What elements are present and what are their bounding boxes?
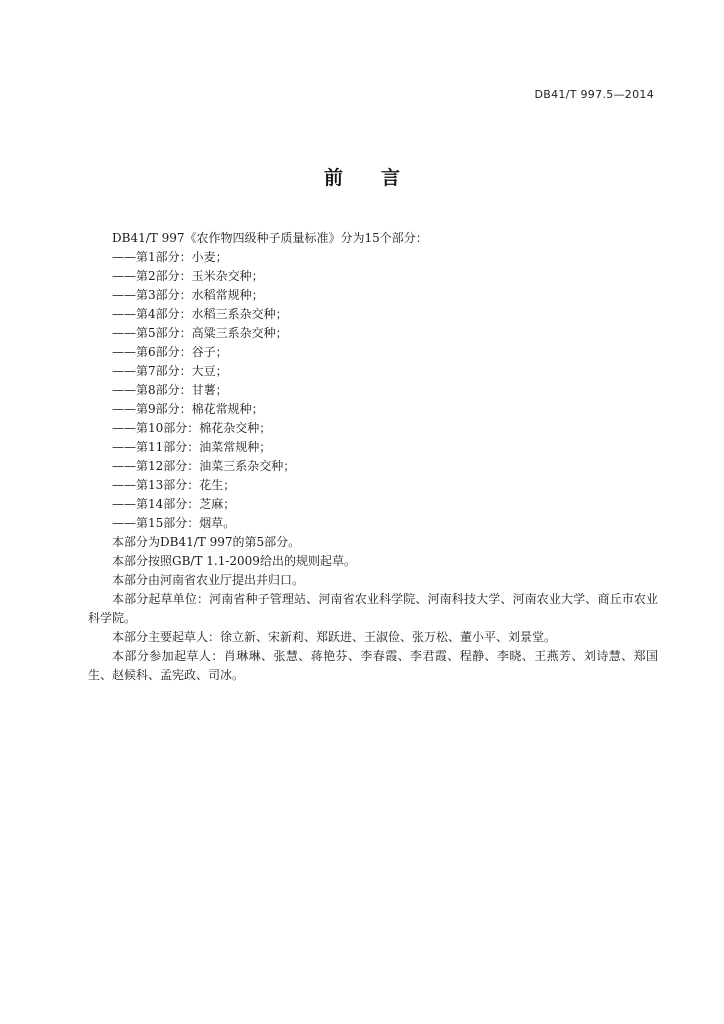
statement-line: 本部分由河南省农业厅提出并归口。 — [112, 573, 305, 587]
participating-drafters-paragraph: 本部分参加起草人：肖琳琳、张慧、蒋艳芬、李春霞、李君霞、程静、李晓、王燕芳、刘诗慧、郑国生、赵候科、孟宪政、司冰。 — [88, 649, 658, 682]
statement-line: 本部分按照GB/T 1.1-2009给出的规则起草。 — [112, 554, 356, 568]
part-item: ——第10部分：棉花杂交种； — [112, 421, 272, 435]
part-item: ——第9部分：棉花常规种； — [112, 402, 264, 416]
part-item: ——第7部分：大豆； — [112, 364, 228, 378]
statement-line: 本部分为DB41/T 997的第5部分。 — [112, 535, 301, 549]
part-item: ——第6部分：谷子； — [112, 345, 228, 359]
part-item: ——第5部分：高粱三系杂交种； — [112, 326, 288, 340]
part-item: ——第3部分：水稻常规种； — [112, 288, 264, 302]
part-item: ——第13部分：花生； — [112, 478, 236, 492]
part-item: ——第12部分：油菜三系杂交种； — [112, 459, 296, 473]
main-drafters-paragraph: 本部分主要起草人：徐立新、宋新莉、郑跃进、王淑俭、张万松、董小平、刘景堂。 — [112, 630, 557, 644]
intro-line: DB41/T 997《农作物四级种子质量标准》分为15个部分： — [112, 231, 428, 245]
part-item: ——第8部分：甘薯； — [112, 383, 228, 397]
part-item: ——第11部分：油菜常规种； — [112, 440, 272, 454]
part-item: ——第4部分：水稻三系杂交种； — [112, 307, 288, 321]
part-item: ——第14部分：芝麻； — [112, 497, 236, 511]
drafting-units-paragraph: 本部分起草单位：河南省种子管理站、河南省农业科学院、河南科技大学、河南农业大学、商丘市农业科学院。 — [88, 592, 658, 625]
part-item: ——第2部分：玉米杂交种； — [112, 269, 264, 283]
part-item: ——第1部分：小麦； — [112, 250, 228, 264]
document-code: DB41/T 997.5—2014 — [534, 88, 654, 101]
part-item: ——第15部分：烟草。 — [112, 516, 236, 530]
document-body — [88, 229, 658, 685]
page-title: 前言 — [323, 167, 438, 189]
